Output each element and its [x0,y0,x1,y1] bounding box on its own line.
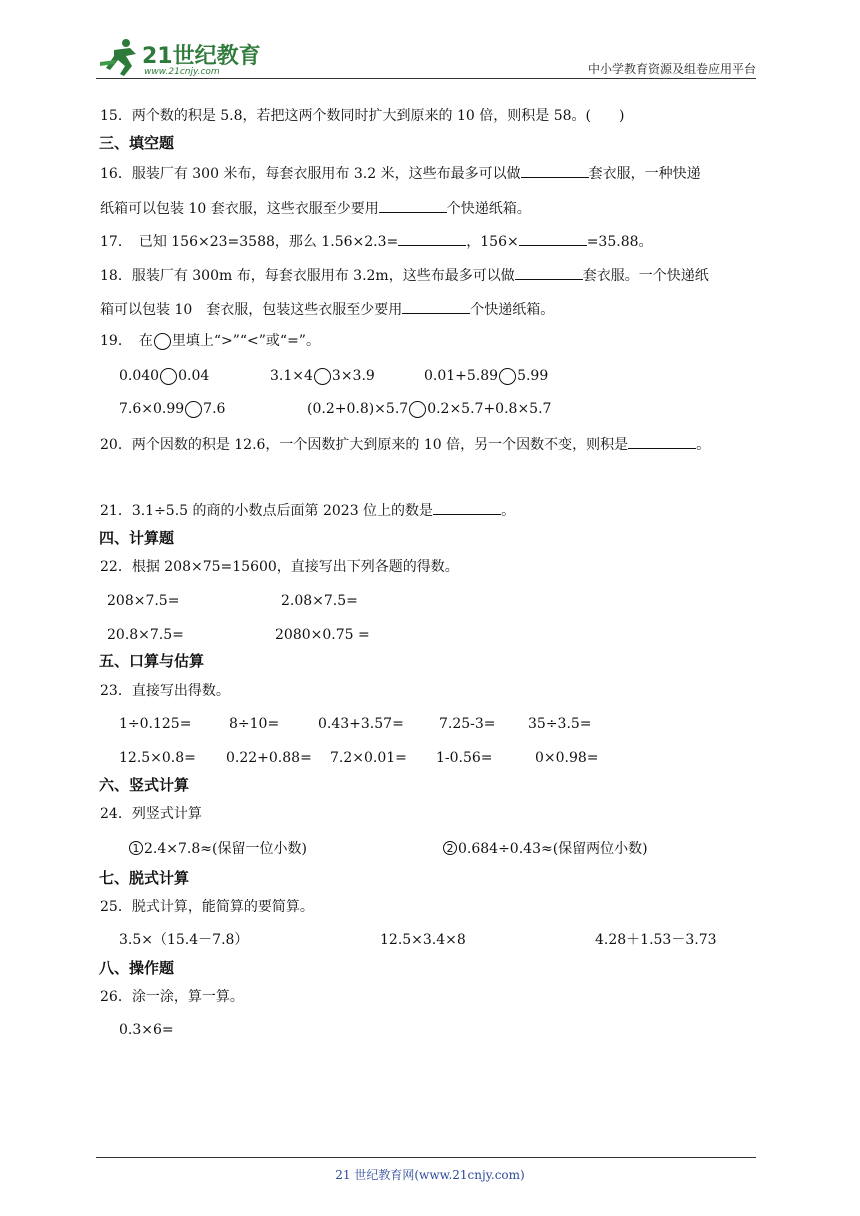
calc-item: 7.2×0.01= [330,750,407,766]
compare-item [307,400,551,418]
question-18-line1 [100,265,709,285]
answer-blank[interactable] [628,434,696,449]
question-26-stem: 26．涂一涂，算一算。 [100,989,244,1005]
question-15: 15．两个数的积是 5.8，若把这两个数同时扩大到原来的 10 倍，则积是 58。( ) [100,108,625,124]
answer-blank[interactable] [515,265,583,280]
q17-text-c: =35.88。 [586,234,653,250]
calc-item: 208×7.5= [107,593,180,609]
answer-blank[interactable] [433,500,501,515]
q18-text-b: 套衣服。一个快递纸 [582,268,709,284]
circled-number: 2 [443,841,457,855]
compare-item [270,367,375,385]
circled-number: 1 [129,841,143,855]
compare-left: 0.040 [119,368,160,384]
footer-divider [96,1157,756,1158]
calc-item: 0.3×6= [119,1022,174,1038]
calc-item: 1-0.56= [436,750,493,766]
compare-item [424,367,548,385]
compare-right: 5.99 [517,368,549,384]
compare-circle-icon [154,333,171,350]
q20-text-a: 20．两个因数的积是 12.6，一个因数扩大到原来的 10 倍，另一个因数不变，则积是 [100,437,629,453]
answer-blank[interactable] [402,299,470,314]
q16-text-b: 套衣服，一种快递 [588,166,701,182]
calc-item: 35÷3.5= [528,716,592,732]
answer-blank[interactable] [521,163,589,178]
compare-right: 0.04 [178,368,210,384]
compare-item [119,367,209,385]
calc-item: 3.5×（15.4－7.8） [119,932,249,948]
calc-item: 0×0.98= [535,750,599,766]
compare-left: 0.01+5.89 [424,368,499,384]
question-25-stem: 25．脱式计算，能简算的要简算。 [100,899,314,915]
compare-left: 7.6×0.99 [119,401,185,417]
calc-item: 7.25-3= [439,716,496,732]
compare-circle[interactable] [185,401,202,418]
calc-item: 2080×0.75 = [275,627,370,643]
answer-blank[interactable] [379,198,447,213]
q16-text-c: 纸箱可以包装 10 套衣服，这些衣服至少要用 [100,201,379,217]
compare-right: 3×3.9 [331,368,375,384]
question-20 [100,434,710,454]
question-16-line2 [100,198,531,218]
footer-link[interactable]: 21 世纪教育网(www.21cnjy.com) [335,1168,525,1182]
question-17 [100,231,653,251]
q21-text-b: 。 [501,503,516,519]
q18-text-c: 箱可以包装 10 套衣服，包装这些衣服至少要用 [100,302,403,318]
vertical-calc-item-1 [129,840,307,858]
compare-circle[interactable] [160,368,177,385]
compare-right: 0.2×5.7+0.8×5.7 [427,401,552,417]
compare-left: 3.1×4 [270,368,313,384]
q21-text-a: 21．3.1÷5.5 的商的小数点后面第 2023 位上的数是 [100,503,434,519]
compare-circle[interactable] [409,401,426,418]
question-22-stem: 22．根据 208×75=15600，直接写出下列各题的得数。 [100,559,459,575]
calc-item: 0.22+0.88= [226,750,312,766]
calc-item: 8÷10= [229,716,280,732]
section-operation: 八、操作题 [99,959,175,977]
section-fill-blank: 三、填空题 [99,134,175,152]
answer-blank[interactable] [398,231,466,246]
running-man-icon [100,39,136,76]
calc-item: 20.8×7.5= [107,627,184,643]
header-divider [96,78,756,79]
q16-text-a: 16．服装厂有 300 米布，每套衣服用布 3.2 米，这些布最多可以做 [100,166,521,182]
section-calculation: 四、计算题 [99,529,175,547]
calc-expression: 0.684÷0.43≈(保留两位小数) [458,841,648,857]
q19-text-b: 里填上“>”“<”或“=”。 [171,333,320,349]
calc-item: 2.08×7.5= [281,593,358,609]
calc-item: 4.28＋1.53－3.73 [595,932,717,948]
question-19 [100,332,320,350]
q17-text-a: 17． 已知 156×23=3588，那么 1.56×2.3= [100,234,399,250]
compare-circle[interactable] [314,368,331,385]
compare-item [119,400,225,418]
calc-item: 12.5×3.4×8 [380,932,466,948]
question-23-stem: 23．直接写出得数。 [100,683,230,699]
calc-item: 1÷0.125= [119,716,192,732]
calc-item: 0.43+3.57= [318,716,404,732]
q18-text-d: 个快递纸箱。 [470,302,555,318]
compare-circle[interactable] [499,368,516,385]
question-16-line1 [100,163,701,183]
compare-right: 7.6 [203,401,226,417]
q16-text-d: 个快递纸箱。 [446,201,531,217]
q20-text-b: 。 [696,437,711,453]
section-mental-math: 五、口算与估算 [99,652,205,670]
calc-item: 12.5×0.8= [119,750,196,766]
q18-text-a: 18．服装厂有 300m 布，每套衣服用布 3.2m，这些布最多可以做 [100,268,515,284]
section-step-calc: 七、脱式计算 [99,869,190,887]
calc-expression: 2.4×7.8≈(保留一位小数) [144,841,307,857]
brand-text: 21世纪教育 [142,44,261,69]
question-18-line2 [100,299,554,319]
section-vertical-calc: 六、竖式计算 [99,776,190,794]
q17-text-b: ，156× [466,234,519,250]
compare-left: (0.2+0.8)×5.7 [307,401,409,417]
brand-url: www.21cnjy.com [144,67,220,77]
answer-blank[interactable] [519,231,587,246]
q19-text-a: 19． 在 [100,333,153,349]
vertical-calc-item-2 [443,840,648,858]
site-logo [96,36,261,78]
question-21 [100,500,515,520]
platform-title: 中小学教育资源及组卷应用平台 [587,62,756,76]
question-24-stem: 24．列竖式计算 [100,806,202,822]
